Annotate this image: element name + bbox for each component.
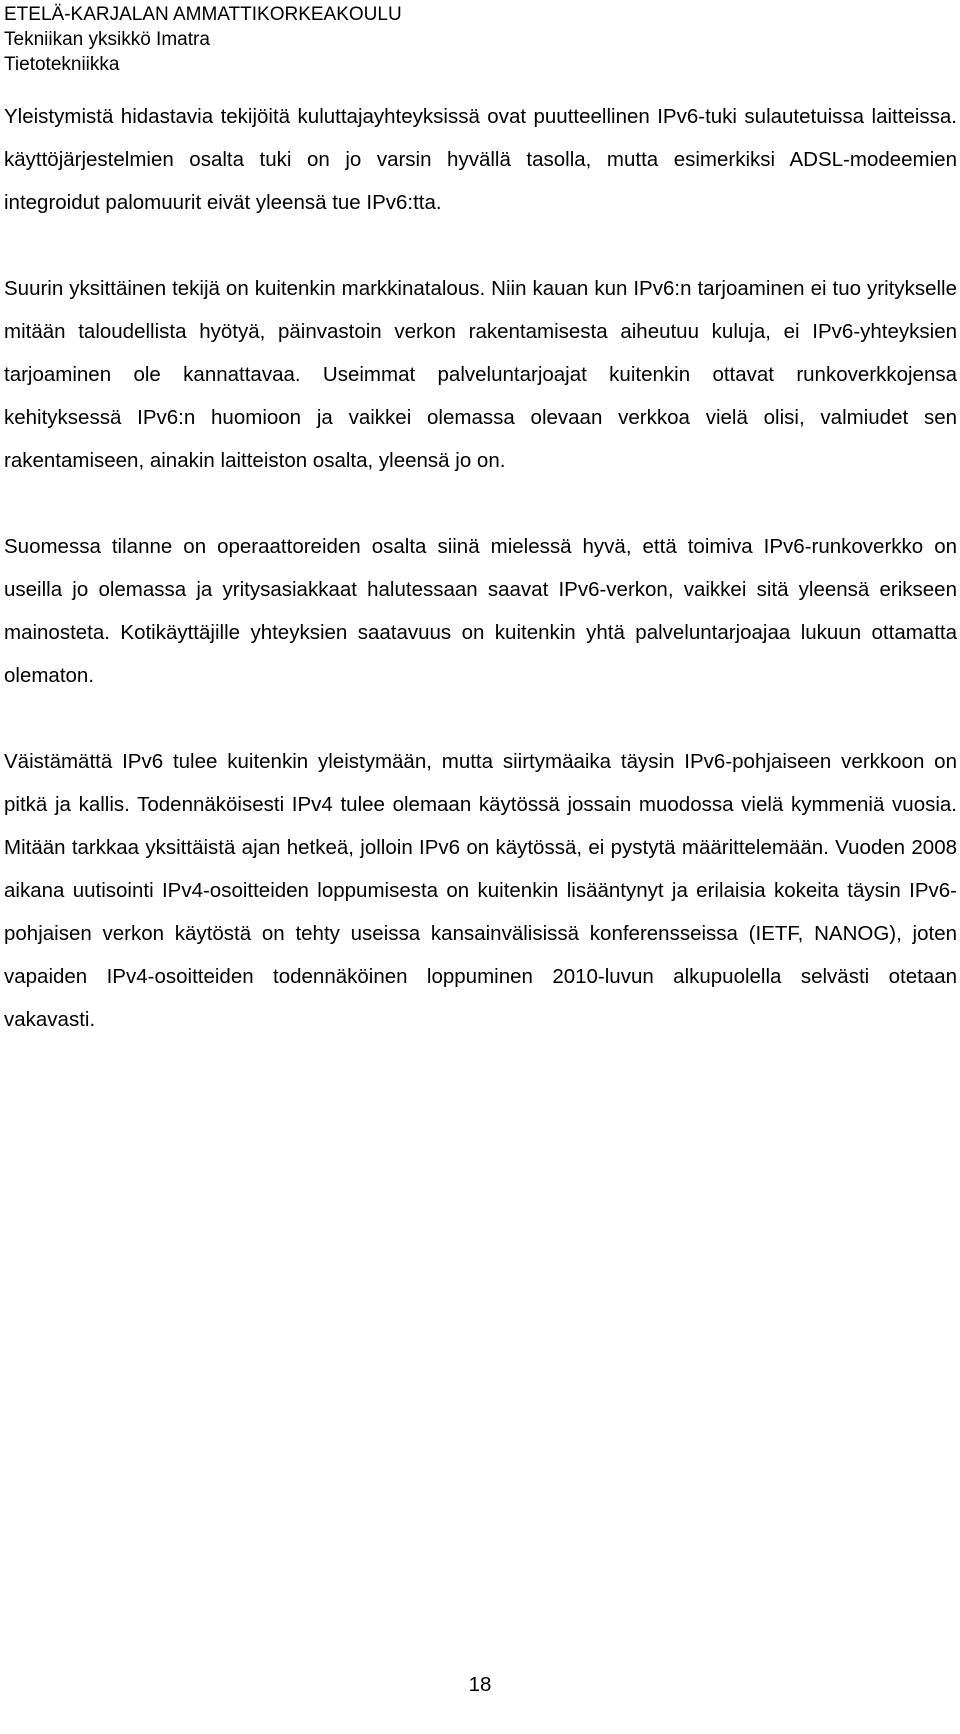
header-institution: ETELÄ-KARJALAN AMMATTIKORKEAKOULU	[4, 4, 402, 25]
body-text	[4, 95, 957, 1041]
page-header	[4, 2, 624, 77]
paragraph-3: Suomessa tilanne on operaattoreiden osalta siinä mielessä hyvä, että toimiva IPv6-runkoverkko on useilla jo olemassa ja yritysasiakkaat halutessaan saavat IPv6-verkon, vaikkei sitä yleensä erikseen mainosteta. Kotikäyttäjille yhteyksien saatavuus on kuitenkin yhtä palveluntarjoajaa lukuun ottamatta olematon.	[4, 535, 957, 687]
header-unit: Tekniikan yksikkö Imatra	[4, 29, 210, 50]
header-department: Tietotekniikka	[4, 54, 120, 75]
page-number: 18	[468, 1673, 492, 1696]
paragraph-1: Yleistymistä hidastavia tekijöitä kuluttajayhteyksissä ovat puutteellinen IPv6-tuki sulautetuissa laitteissa. käyttöjärjestelmien osalta tuki on jo varsin hyvällä tasolla, mutta esimerkiksi ADSL-modeemien integroidut palomuurit eivät yleensä tue IPv6:tta.	[4, 105, 957, 214]
paragraph-2: Suurin yksittäinen tekijä on kuitenkin markkinatalous. Niin kauan kun IPv6:n tarjoaminen ei tuo yritykselle mitään taloudellista hyötyä, päinvastoin verkon rakentamisesta aiheutuu kuluja, ei IPv6-yhteyksien tarjoaminen ole kannattavaa. Useimmat palveluntarjoajat kuitenkin ottavat runkoverkkojensa kehityksessä IPv6:n huomioon ja vaikkei olemassa olevaan verkkoa vielä olisi, valmiudet sen rakentamiseen, ainakin laitteiston osalta, yleensä jo on.	[4, 277, 957, 472]
paragraph-4: Väistämättä IPv6 tulee kuitenkin yleistymään, mutta siirtymäaika täysin IPv6-pohjaiseen verkkoon on pitkä ja kallis. Todennäköisesti IPv4 tulee olemaan käytössä jossain muodossa vielä kymmeniä vuosia. Mitään tarkkaa yksittäistä ajan hetkeä, jolloin IPv6 on käytössä, ei pystytä määrittelemään. Vuoden 2008 aikana uutisointi IPv4-osoitteiden loppumisesta on kuitenkin lisääntynyt ja erilaisia kokeita täysin IPv6-pohjaisen verkon käytöstä on tehty useissa kansainvälisissä konferensseissa (IETF, NANOG), joten vapaiden IPv4-osoitteiden todennäköinen loppuminen 2010-luvun alkupuolella selvästi otetaan vakavasti.	[4, 750, 957, 1031]
